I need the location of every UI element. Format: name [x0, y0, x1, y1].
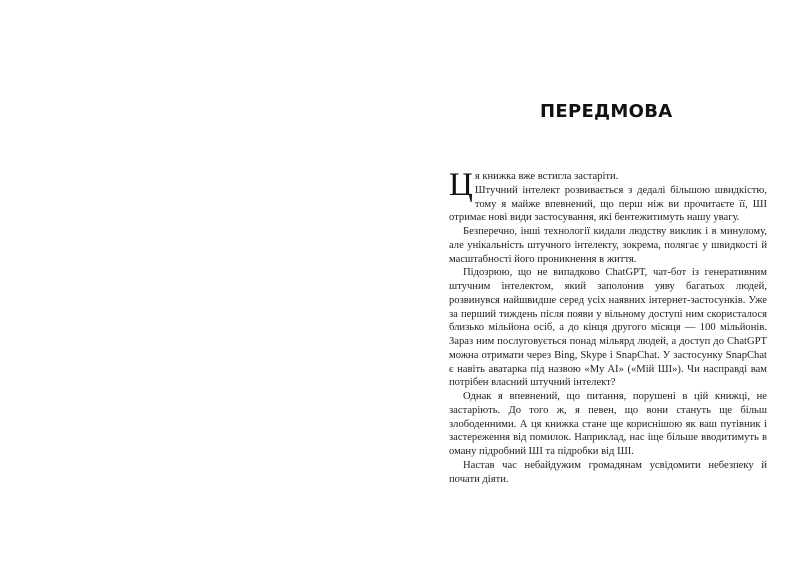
paragraph-4: Однак я впевнений, що питання, порушені в цій книжці, не застаріють. До того ж, я певен, що вони стануть ще більш злободенними. А ця книжка стане ще кориснішою як ваш путівник і застереження від помилок. Наприклад, нас іще більше вводитимуть в оману підробний ШІ та підробки від ШІ.: [449, 391, 767, 457]
paragraph-2: Безперечно, інші технології кидали людству виклик і в минулому, але унікальність штучного інтелекту, зокрема, полягає у швидкості й масштабності його проникнення в життя.: [449, 226, 767, 265]
right-page: [400, 0, 800, 569]
chapter-title: ПЕРЕДМОВА: [540, 101, 673, 122]
paragraph-1-continuation: Штучний інтелект розвивається з дедалі більшою швидкістю, тому я майже впевнений, що перш ніж ви прочитаєте її, ШІ отримає нові види застосування, які бентежитимуть нашу увагу.: [449, 184, 767, 224]
paragraph-3: Підозрюю, що не випадково ChatGPT, чат-бот із генеративним штучним інтелектом, який заполонив уяву багатьох людей, розвинувся найшвидше серед усіх наявних інтернет-застосунків. Уже за перший тиждень після появи у вільному доступі ним скористалося близько мільйона осіб, а до кінця другого місяця — 100 мільйонів. Зараз ним послуговується понад мільярд людей, а доступ до ChatGPT можна отримати через Bing, Skype і SnapChat. У застосунку SnapChat є навіть аватарка під назвою «My AI» («Мій ШІ»). Чи насправді вам потрібен власний штучний інтелект?: [449, 267, 767, 389]
body-text: [449, 167, 767, 486]
drop-cap: Ц: [449, 167, 473, 203]
paragraph-1: [449, 167, 767, 225]
paragraph-1-opening: я книжка вже встигла застаріти.: [474, 171, 619, 182]
paragraph-5: Настав час небайдужим громадянам усвідомити небезпеку й почати діяти.: [449, 459, 767, 485]
